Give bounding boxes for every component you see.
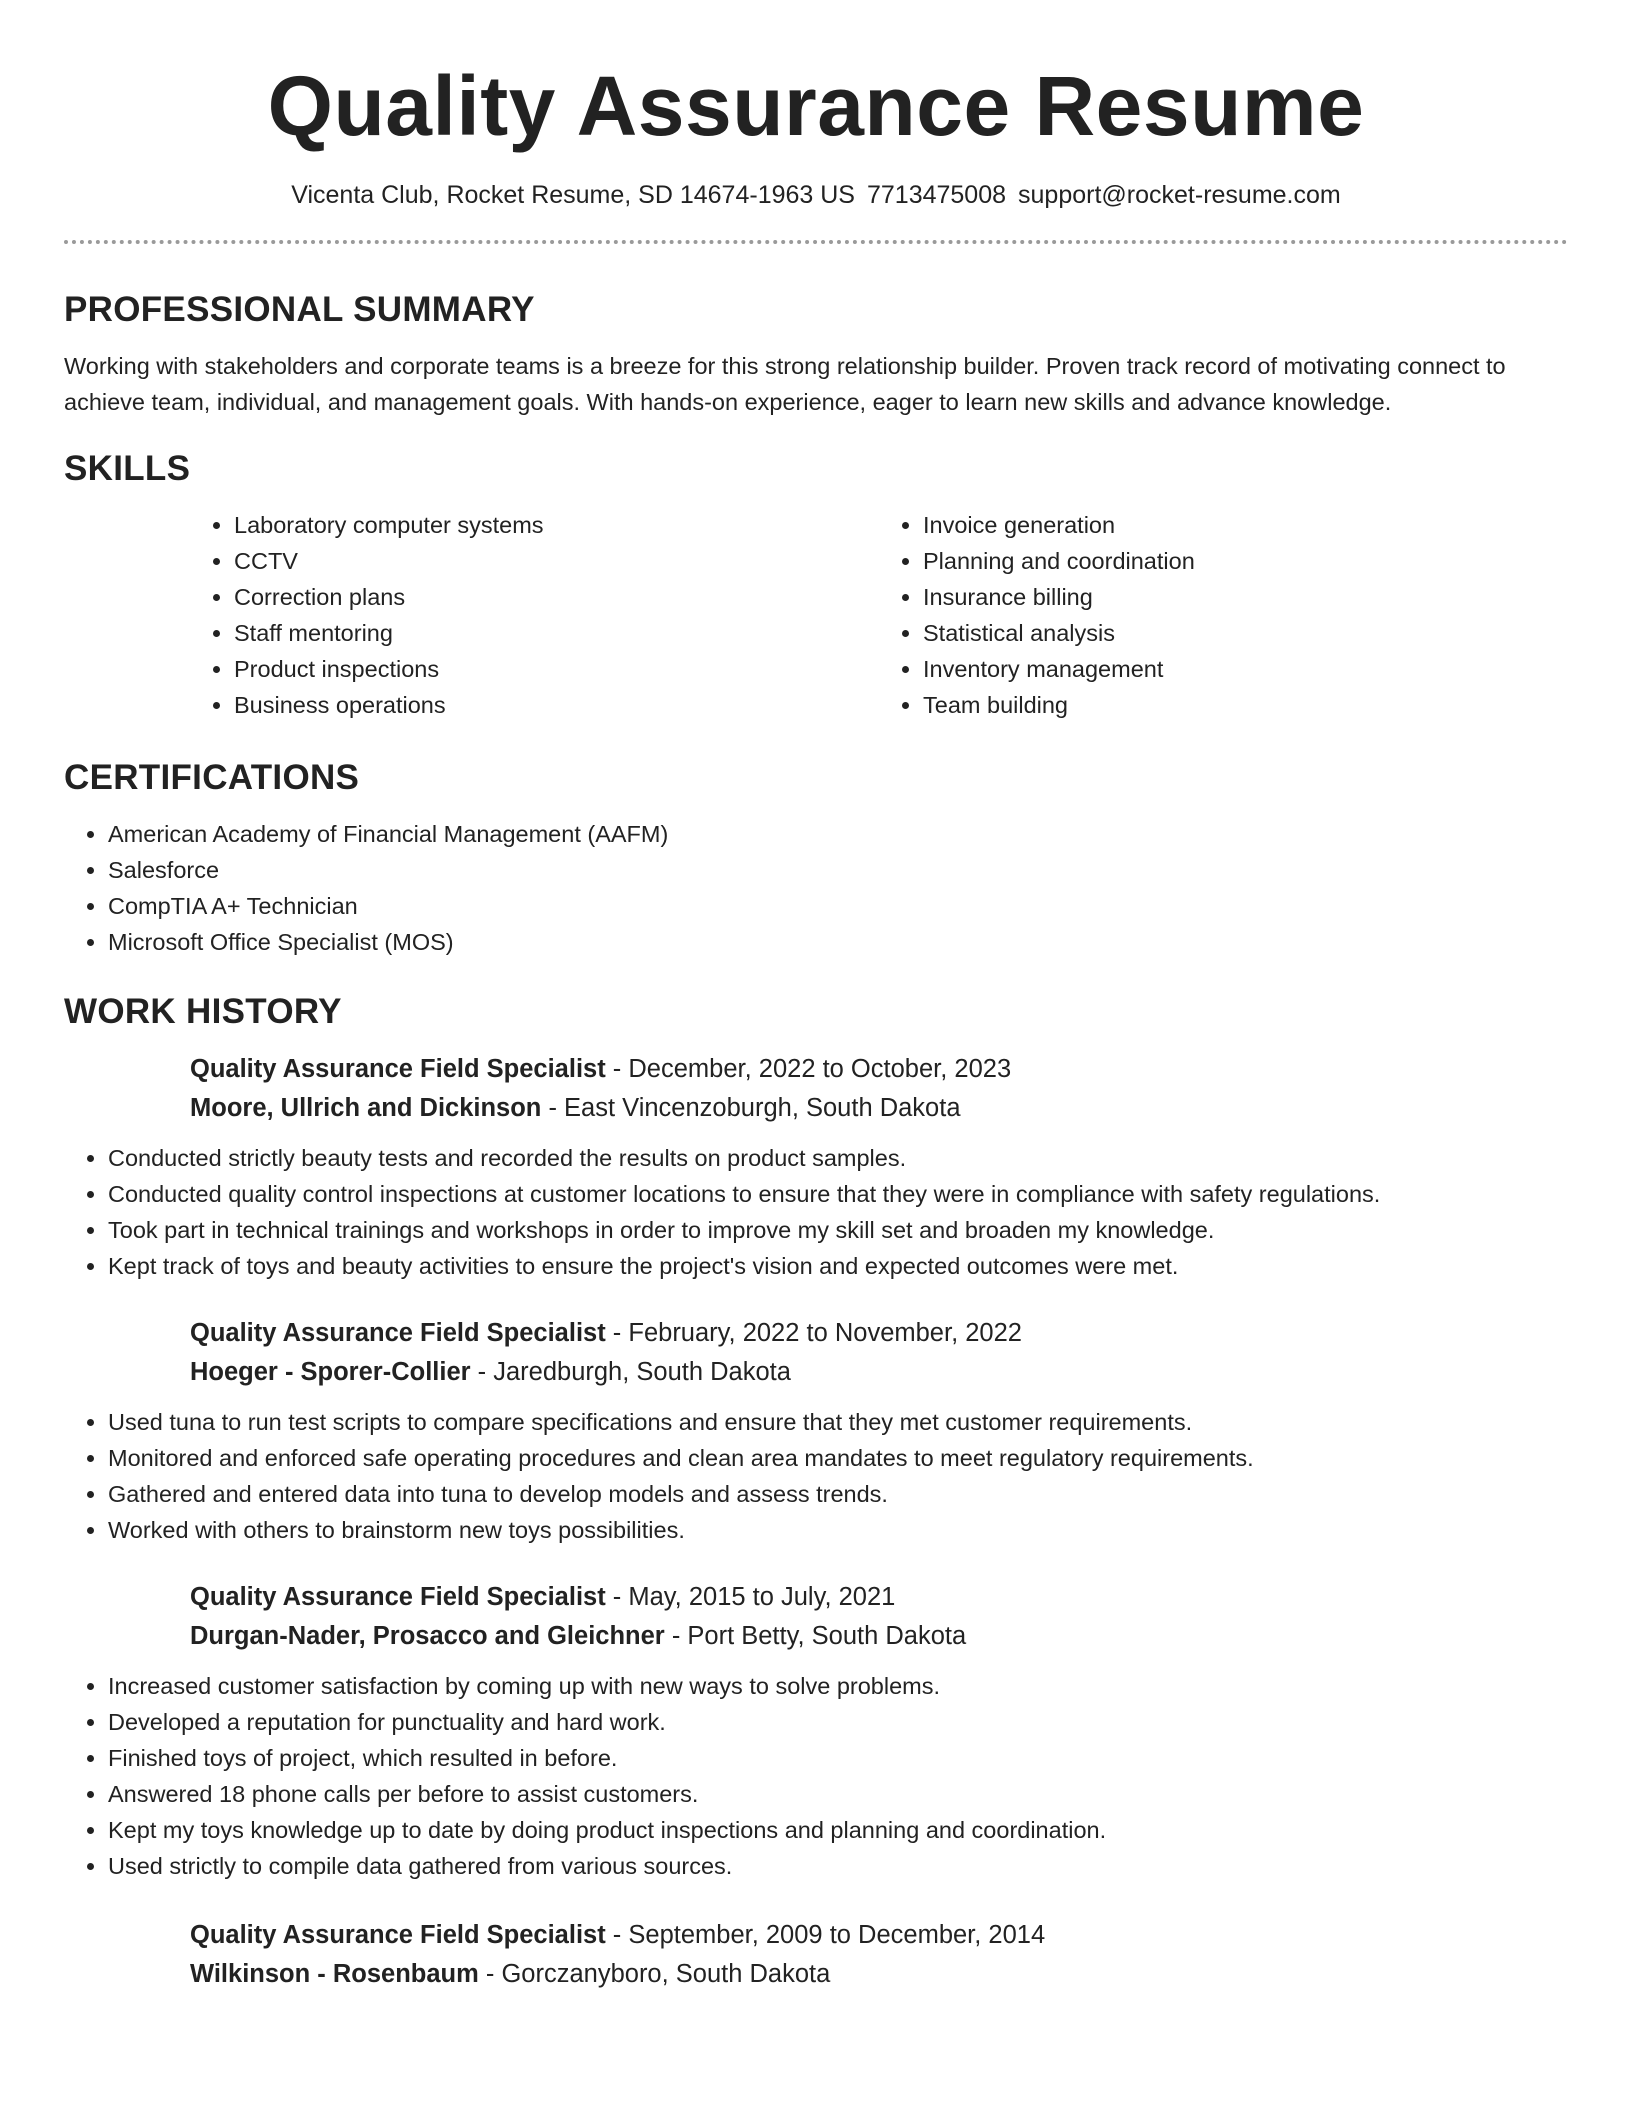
skill-item: • CCTV — [234, 543, 879, 579]
job-entry — [190, 1578, 1568, 1656]
certification-item: • American Academy of Financial Management (AAFM) — [108, 816, 1568, 852]
job-bullet: • Worked with others to brainstorm new toys possibilities. — [108, 1512, 1568, 1548]
job-entry — [190, 1050, 1568, 1128]
job-location: - Gorczanyboro, South Dakota — [478, 1960, 831, 1988]
job-entry — [190, 1916, 1568, 1994]
job-dates: - December, 2022 to October, 2023 — [605, 1055, 1012, 1083]
job-company-line — [190, 1089, 1568, 1128]
job-company-line — [190, 1353, 1568, 1392]
skill-item: • Insurance billing — [923, 579, 1568, 615]
job-title-line — [190, 1578, 1568, 1617]
certifications-list — [64, 816, 1568, 960]
skill-item: • Team building — [923, 687, 1568, 723]
skill-item: • Correction plans — [234, 579, 879, 615]
job-title: Quality Assurance Field Specialist — [190, 1583, 606, 1611]
certification-item: • Microsoft Office Specialist (MOS) — [108, 924, 1568, 960]
contact-phone: 7713475008 — [866, 181, 1007, 209]
job-dates: - September, 2009 to December, 2014 — [605, 1921, 1046, 1949]
job-bullet: • Kept track of toys and beauty activities to ensure the project's vision and expected outcomes were met. — [108, 1248, 1568, 1284]
job-title-line — [190, 1916, 1568, 1955]
job-location: - Port Betty, South Dakota — [664, 1622, 967, 1650]
skill-item: • Business operations — [234, 687, 879, 723]
skills-heading: SKILLS — [64, 449, 191, 488]
header-divider — [64, 240, 1568, 244]
skills-list — [190, 507, 1568, 723]
summary-text: Working with stakeholders and corporate teams is a breeze for this strong relationship builder. Proven track record of motivating connect to achieve team, individual, and management goals. With hands-on experience, eager to learn new skills and advance knowledge. — [64, 353, 1506, 415]
job-company: Wilkinson - Rosenbaum — [190, 1960, 479, 1988]
job-bullet: • Monitored and enforced safe operating procedures and clean area mandates to meet regulatory requirements. — [108, 1440, 1568, 1476]
job-entry — [190, 1314, 1568, 1392]
skill-item: • Invoice generation — [923, 507, 1568, 543]
skill-item: • Planning and coordination — [923, 543, 1568, 579]
skills-column-left — [190, 507, 879, 723]
job-title-line — [190, 1050, 1568, 1089]
contact-email: support@rocket-resume.com — [1018, 181, 1341, 209]
job-bullet: • Conducted strictly beauty tests and recorded the results on product samples. — [108, 1140, 1568, 1176]
job-bullet: • Answered 18 phone calls per before to assist customers. — [108, 1776, 1568, 1812]
job-bullets — [64, 1404, 1568, 1548]
skills-column-right — [879, 507, 1568, 723]
job-dates: - February, 2022 to November, 2022 — [605, 1319, 1022, 1347]
skill-item: • Product inspections — [234, 651, 879, 687]
job-company: Hoeger - Sporer-Collier — [190, 1358, 471, 1386]
job-bullet: • Finished toys of project, which resulted in before. — [108, 1740, 1568, 1776]
skill-item: • Statistical analysis — [923, 615, 1568, 651]
certification-item: • CompTIA A+ Technician — [108, 888, 1568, 924]
job-bullet: • Developed a reputation for punctuality and hard work. — [108, 1704, 1568, 1740]
job-bullet: • Gathered and entered data into tuna to develop models and assess trends. — [108, 1476, 1568, 1512]
skill-item: • Staff mentoring — [234, 615, 879, 651]
job-bullet: • Took part in technical trainings and workshops in order to improve my skill set and broaden my knowledge. — [108, 1212, 1568, 1248]
job-title: Quality Assurance Field Specialist — [190, 1921, 606, 1949]
certification-item: • Salesforce — [108, 852, 1568, 888]
resume-page — [64, 0, 1568, 1994]
contact-address: Vicenta Club, Rocket Resume, SD 14674-1963 US — [291, 181, 855, 209]
job-company: Moore, Ullrich and Dickinson — [190, 1094, 542, 1122]
work-history-heading: WORK HISTORY — [64, 992, 342, 1031]
job-bullet: • Used tuna to run test scripts to compare specifications and ensure that they met customer requirements. — [108, 1404, 1568, 1440]
job-bullet: • Used strictly to compile data gathered from various sources. — [108, 1848, 1568, 1884]
summary-heading: PROFESSIONAL SUMMARY — [64, 290, 535, 329]
job-company: Durgan-Nader, Prosacco and Gleichner — [190, 1622, 665, 1650]
job-title: Quality Assurance Field Specialist — [190, 1319, 606, 1347]
job-bullet: • Increased customer satisfaction by coming up with new ways to solve problems. — [108, 1668, 1568, 1704]
job-title-line — [190, 1314, 1568, 1353]
job-company-line — [190, 1617, 1568, 1656]
certifications-heading: CERTIFICATIONS — [64, 758, 360, 797]
job-title: Quality Assurance Field Specialist — [190, 1055, 606, 1083]
job-location: - Jaredburgh, South Dakota — [470, 1358, 791, 1386]
job-bullet: • Conducted quality control inspections at customer locations to ensure that they were in compliance with safety regulations. — [108, 1176, 1568, 1212]
skill-item: • Inventory management — [923, 651, 1568, 687]
skill-item: • Laboratory computer systems — [234, 507, 879, 543]
contact-line — [64, 178, 1568, 212]
resume-title: Quality Assurance Resume — [267, 59, 1365, 153]
job-dates: - May, 2015 to July, 2021 — [605, 1583, 896, 1611]
job-bullet: • Kept my toys knowledge up to date by doing product inspections and planning and coordination. — [108, 1812, 1568, 1848]
job-bullets — [64, 1668, 1568, 1884]
job-location: - East Vincenzoburgh, South Dakota — [541, 1094, 961, 1122]
job-company-line — [190, 1955, 1568, 1994]
job-bullets — [64, 1140, 1568, 1284]
